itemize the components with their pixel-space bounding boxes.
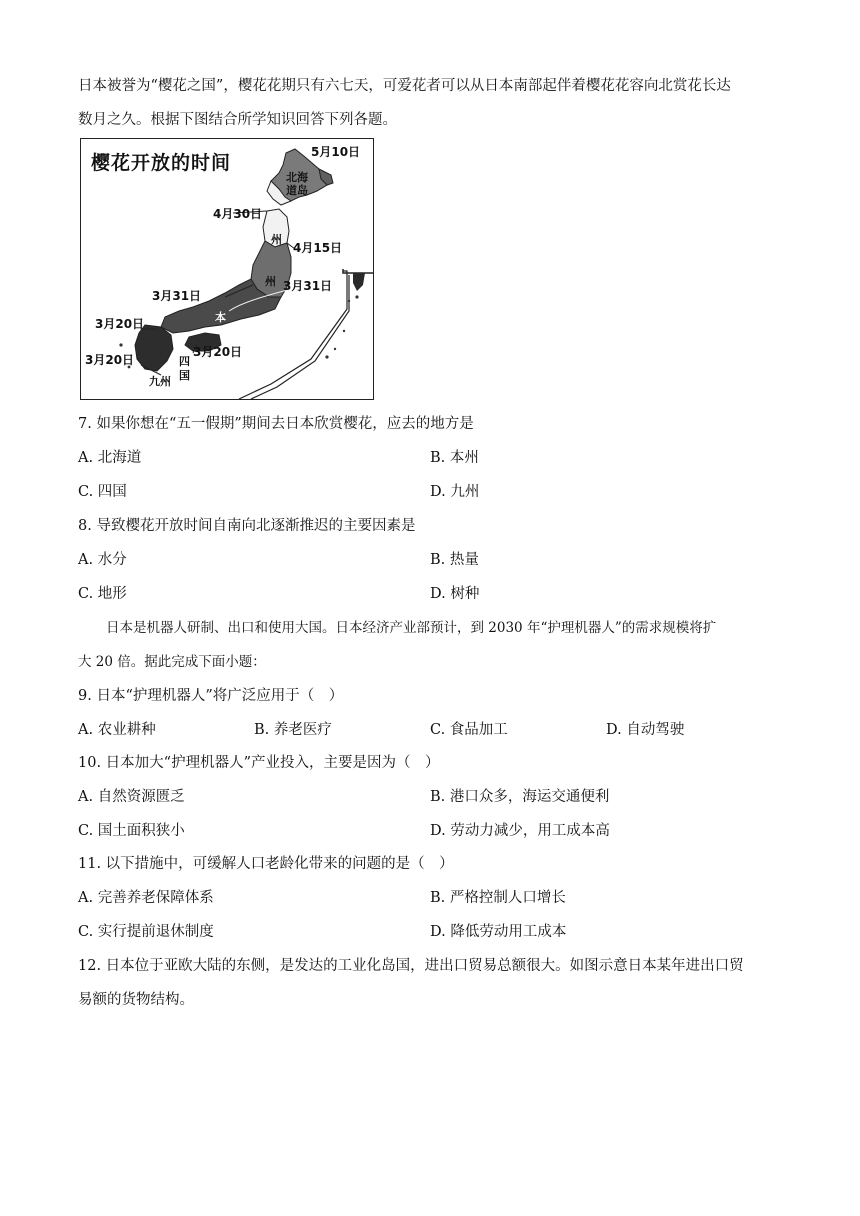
sakura-map — [80, 138, 374, 400]
label-date-3-31-east: 3月31日 — [283, 279, 333, 293]
passage2-line-2: 大 20 倍。据此完成下面小题： — [78, 654, 266, 670]
label-date-4-15: 4月15日 — [293, 241, 343, 255]
q11-option-d[interactable]: D. 降低劳动用工成本 — [430, 924, 567, 940]
q9-stem: 9. 日本“护理机器人”将广泛应用于（ ） — [78, 688, 344, 704]
region-hokkaido-3: 道 — [286, 184, 297, 197]
q10-option-a[interactable]: A. 自然资源匮乏 — [78, 789, 185, 805]
q8-option-d[interactable]: D. 树种 — [430, 586, 480, 602]
q10-option-c[interactable]: C. 国土面积狭小 — [78, 823, 185, 839]
region-hokkaido-1: 北 — [286, 171, 297, 184]
intro-line-2: 数月之久。根据下图结合所学知识回答下列各题。 — [78, 112, 397, 128]
q9-option-c[interactable]: C. 食品加工 — [430, 722, 508, 738]
q7-option-d[interactable]: D. 九州 — [430, 484, 480, 500]
q7-option-b[interactable]: B. 本州 — [430, 450, 479, 466]
label-date-3-31-west: 3月31日 — [152, 289, 202, 303]
q9-option-d[interactable]: D. 自动驾驶 — [606, 722, 685, 738]
region-honshu-2: 州 — [265, 275, 276, 288]
q11-option-a[interactable]: A. 完善养老保障体系 — [78, 890, 214, 906]
label-date-3-20-north: 3月20日 — [95, 317, 145, 331]
q11-stem: 11. 以下措施中，可缓解人口老龄化带来的问题的是（ ） — [78, 856, 454, 872]
region-kyushu: 九州 — [149, 375, 171, 388]
q10-stem: 10. 日本加大“护理机器人”产业投入，主要是因为（ ） — [78, 755, 440, 771]
intro-line-1: 日本被誉为“樱花之国”，樱花花期只有六七天，可爱花者可以从日本南部起伴着樱花花容向北赏花长达 — [78, 78, 731, 94]
q10-option-d[interactable]: D. 劳动力减少，用工成本高 — [430, 823, 610, 839]
q11-option-c[interactable]: C. 实行提前退休制度 — [78, 924, 214, 940]
q11-option-b[interactable]: B. 严格控制人口增长 — [430, 890, 566, 906]
q7-option-a[interactable]: A. 北海道 — [78, 450, 142, 466]
q10-option-b[interactable]: B. 港口众多，海运交通便利 — [430, 789, 610, 805]
region-shikoku-1: 四 — [179, 355, 190, 368]
region-hokkaido-4: 岛 — [297, 184, 308, 197]
q7-option-c[interactable]: C. 四国 — [78, 484, 127, 500]
q8-stem: 8. 导致樱花开放时间自南向北逐渐推迟的主要因素是 — [78, 518, 416, 534]
label-date-5-10: 5月10日 — [311, 145, 361, 159]
passage2-line-1: 日本是机器人研制、出口和使用大国。日本经济产业部预计，到 2030 年“护理机器人”的需求规模将扩 — [106, 620, 717, 636]
label-date-3-20-kyushu: 3月20日 — [85, 353, 135, 367]
q8-option-c[interactable]: C. 地形 — [78, 586, 127, 602]
q12-line-1: 12. 日本位于亚欧大陆的东侧，是发达的工业化岛国，进出口贸易总额很大。如图示意日本某年进出口贸 — [78, 958, 744, 974]
label-date-4-30: 4月30日 — [213, 207, 263, 221]
label-date-3-20-shikoku: 3月20日 — [193, 345, 243, 359]
q9-option-b[interactable]: B. 养老医疗 — [254, 722, 332, 738]
q12-line-2: 易额的货物结构。 — [78, 992, 194, 1008]
q7-stem: 7. 如果你想在“五一假期”期间去日本欣赏樱花，应去的地方是 — [78, 416, 474, 432]
q8-option-b[interactable]: B. 热量 — [430, 552, 479, 568]
q8-option-a[interactable]: A. 水分 — [78, 552, 127, 568]
region-shikoku-2: 国 — [179, 369, 190, 382]
region-honshu-3: 本 — [215, 311, 226, 324]
map-title: 樱花开放的时间 — [91, 152, 232, 174]
region-honshu-1: 州 — [271, 233, 282, 246]
q9-option-a[interactable]: A. 农业耕种 — [78, 722, 156, 738]
region-hokkaido-2: 海 — [297, 171, 308, 184]
